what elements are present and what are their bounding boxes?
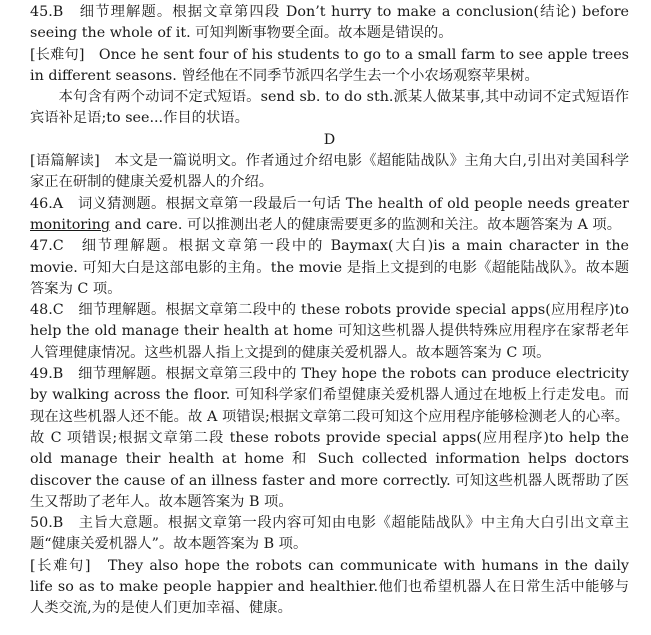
answer-48: 48.C 细节理解题。根据文章第二段中的 these robots provide special apps(应用程序)to help the old manage their health at home 可知这些机器人提供特殊应用程序在家帮老年人管理健康情况。这些机器人指上文提到的健康关爱机器人。故本题答案为 C 项。 (30, 302, 629, 361)
answer-46-text-before: 46.A 词义猜测题。根据文章第一段最后一句话 The health of old people needs greater (30, 195, 629, 212)
long-sentence-note: [长难句] Once he sent four of his students to go to a small farm to see apple trees in different seasons. 曾经他在不同季节派四名学生去一个小农场观察苹果树。 (30, 46, 629, 84)
answer-47: 47.C 细节理解题。根据文章第一段中的 Baymax(大白)is a main character in the movie. 可知大白是这部电影的主角。the movie 是指上文提到的电影《超能陆战队》。故本题答案为 C 项。 (30, 238, 629, 297)
answer-45: 45.B 细节理解题。根据文章第四段 Don’t hurry to make a conclusion(结论) before seeing the whole of it. 可知判断事物要全面。故本题是错误的。 (30, 4, 629, 42)
passage-overview: [语篇解读] 本文是一篇说明文。作者通过介绍电影《超能陆战队》主角大白,引出对美国科学家正在研制的健康关爱机器人的介绍。 (30, 153, 629, 191)
answer-50: 50.B 主旨大意题。根据文章第一段内容可知由电影《超能陆战队》中主角大白引出文章主题“健康关爱机器人”。故本题答案为 B 项。 (30, 515, 629, 553)
answer-49: 49.B 细节理解题。根据文章第三段中的 They hope the robots can produce electricity by walking across the floor. 可知科学家们希望健康关爱机器人通过在地板上行走发电。而现在这些机器人还不能。故 A 项错误;根据文章第二段可知这个应用程序能够检测老人的心率。故 C 项错误;根据文章第二段 these robots provide special apps(应用程序)to help the old manage their health at home 和 Such collected information helps doctors discover the cause of an illness faster and more correctly. 可知这些机器人既帮助了医生又帮助了老年人。故本题答案为 B 项。 (30, 366, 629, 510)
section-heading: D (323, 131, 336, 148)
answer-46-text-after: and care. 可以推测出老人的健康需要更多的监测和关注。故本题答案为 A 项。 (110, 216, 621, 233)
underlined-word: monitoring (30, 216, 111, 233)
long-sentence-note-2: [长难句] They also hope the robots can communicate with humans in the daily life so as to make people happier and healthier.他们也希望机器人在日常生活中能够与人类交流,为的是使人们更加幸福、健康。 (30, 557, 629, 617)
answer-46 (30, 194, 629, 237)
grammar-analysis: 本句含有两个动词不定式短语。send sb. to do sth.派某人做某事,其中动词不定式短语作宾语补足语;to see...作目的状语。 (30, 89, 629, 127)
